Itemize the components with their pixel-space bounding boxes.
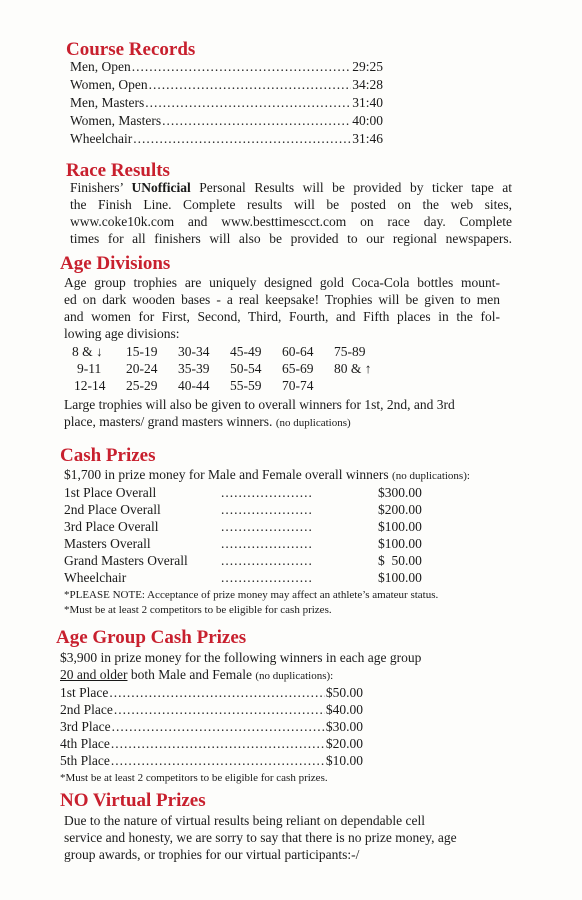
prize-row [0, 501, 582, 518]
no-virtual-prizes-heading: NO Virtual Prizes [60, 790, 206, 811]
no-virtual-line: service and honesty, we are sorry to say that there is no prize money, age [64, 830, 457, 845]
dot-leader [162, 112, 351, 129]
prize-row [0, 569, 582, 586]
no-duplications-note: (no duplications): [255, 670, 334, 682]
record-label: Wheelchair [70, 131, 133, 146]
age-range: 25-29 [126, 378, 158, 393]
record-time: 31:40 [352, 95, 383, 110]
record-time: 31:46 [352, 131, 383, 146]
record-time: 29:25 [352, 59, 383, 74]
prize-amount: $100.00 [378, 536, 422, 551]
age-range: 12-14 [74, 378, 106, 393]
age-range: 8 & ↓ [72, 344, 103, 359]
record-time: 34:28 [352, 77, 383, 92]
dot-leader [114, 701, 325, 718]
prize-amount: $ 50.00 [378, 553, 422, 568]
prize-amount: $40.00 [325, 702, 363, 717]
prize-label: 2nd Place [60, 702, 113, 717]
prize-label: 3rd Place Overall [64, 519, 159, 534]
prize-label: Masters Overall [64, 536, 151, 551]
age-range: 75-89 [334, 344, 366, 359]
course-records-heading: Course Records [66, 39, 196, 60]
age-divisions-line: ed on dark wooden bases - a real keepsake! Trophies will be given to men [64, 292, 500, 307]
race-results-line: times for all finishers will also be provided to our regional newspapers. [70, 231, 512, 246]
age-prize-row [60, 718, 363, 735]
record-row [70, 130, 383, 147]
age-range: 80 & ↑ [334, 361, 372, 376]
cash-prizes-intro [64, 466, 470, 485]
dot-leader [112, 718, 325, 735]
prize-row [0, 484, 582, 501]
age-range: 45-49 [230, 344, 262, 359]
dot-leader [149, 76, 352, 93]
age-range: 35-39 [178, 361, 210, 376]
age-group-cash-intro: $3,900 in prize money for the following winners in each age group [60, 650, 422, 665]
prize-amount: $20.00 [325, 736, 363, 751]
no-virtual-line: Due to the nature of virtual results being reliant on dependable cell [64, 813, 425, 828]
text-fragment: both Male and Female [127, 667, 252, 682]
underlined-text: 20 and older [60, 667, 128, 682]
dot-leader [133, 130, 351, 147]
text-fragment: Personal Results will be provided by ticker tape at [190, 180, 512, 195]
eligibility-note: *Must be at least 2 competitors to be eligible for cash prizes. [60, 772, 328, 784]
prize-label: Grand Masters Overall [64, 553, 188, 568]
dot-leader [145, 94, 351, 111]
age-range: 70-74 [282, 378, 314, 393]
prize-row [0, 535, 582, 552]
bold-text: UNofficial [131, 180, 191, 195]
eligibility-note: *Must be at least 2 competitors to be eligible for cash prizes. [64, 604, 332, 616]
dot-leader [221, 569, 313, 586]
prize-amount: $100.00 [378, 570, 422, 585]
age-divisions-line: Age group trophies are uniquely designed gold Coca-Cola bottles mount- [64, 275, 500, 290]
age-divisions-line: Large trophies will also be given to overall winners for 1st, 2nd, and 3rd [64, 397, 455, 412]
dot-leader [132, 58, 351, 75]
record-time: 40:00 [352, 113, 383, 128]
age-range: 15-19 [126, 344, 158, 359]
record-label: Women, Masters [70, 113, 162, 128]
record-row [70, 58, 383, 75]
age-divisions-heading: Age Divisions [60, 253, 171, 274]
age-divisions-line: lowing age divisions: [64, 326, 180, 341]
prize-amount: $100.00 [378, 519, 422, 534]
record-label: Men, Masters [70, 95, 145, 110]
race-results-line [70, 179, 512, 196]
text-fragment: $1,700 in prize money for Male and Female overall winners [64, 467, 389, 482]
age-prize-row [60, 752, 363, 769]
prize-label: 1st Place Overall [64, 485, 157, 500]
dot-leader [221, 484, 313, 501]
prize-label: 3rd Place [60, 719, 111, 734]
age-range: 55-59 [230, 378, 262, 393]
record-row [70, 76, 383, 93]
dot-leader [111, 752, 325, 769]
age-divisions-line [64, 413, 351, 432]
text-fragment: Finishers’ [70, 180, 132, 195]
age-range: 20-24 [126, 361, 158, 376]
text-fragment: place, masters/ grand masters winners. [64, 414, 273, 429]
dot-leader [221, 518, 313, 535]
dot-leader [109, 684, 325, 701]
prize-amount: $30.00 [325, 719, 363, 734]
record-label: Men, Open [70, 59, 131, 74]
record-label: Women, Open [70, 77, 148, 92]
age-group-cash-heading: Age Group Cash Prizes [56, 627, 247, 648]
age-range: 60-64 [282, 344, 314, 359]
age-range: 30-34 [178, 344, 210, 359]
age-prize-row [60, 684, 363, 701]
no-duplications-note: (no duplications): [392, 470, 470, 482]
age-range: 9-11 [77, 361, 102, 376]
prize-amount: $10.00 [325, 753, 363, 768]
prize-amount: $200.00 [378, 502, 422, 517]
no-duplications-note: (no duplications) [275, 417, 351, 429]
age-group-cash-line [60, 666, 333, 685]
prize-label: 5th Place [60, 753, 110, 768]
prize-label: 2nd Place Overall [64, 502, 161, 517]
record-row [70, 94, 383, 111]
age-prize-row [60, 735, 363, 752]
record-row [70, 112, 383, 129]
prize-label: 4th Place [60, 736, 110, 751]
age-range: 40-44 [178, 378, 210, 393]
dot-leader [221, 552, 313, 569]
race-results-heading: Race Results [66, 160, 170, 181]
dot-leader [111, 735, 325, 752]
prize-row [0, 552, 582, 569]
prize-row [0, 518, 582, 535]
prize-label: Wheelchair [64, 570, 127, 585]
race-results-line: the Finish Line. Complete results will be posted on the web sites, [70, 197, 512, 212]
prize-label: 1st Place [60, 685, 109, 700]
dot-leader [221, 535, 313, 552]
race-results-line: www.coke10k.com and www.besttimescct.com on race day. Complete [70, 214, 512, 229]
age-range: 50-54 [230, 361, 262, 376]
no-virtual-line: group awards, or trophies for our virtual participants:-/ [64, 847, 360, 862]
prize-amount: $300.00 [378, 485, 422, 500]
age-divisions-line: and women for First, Second, Third, Fourth, and Fifth places in the fol- [64, 309, 500, 324]
age-range: 65-69 [282, 361, 314, 376]
amateur-status-note: *PLEASE NOTE: Acceptance of prize money may affect an athlete’s amateur status. [64, 589, 439, 601]
prize-amount: $50.00 [325, 685, 363, 700]
cash-prizes-heading: Cash Prizes [60, 445, 156, 466]
dot-leader [221, 501, 313, 518]
age-prize-row [60, 701, 363, 718]
